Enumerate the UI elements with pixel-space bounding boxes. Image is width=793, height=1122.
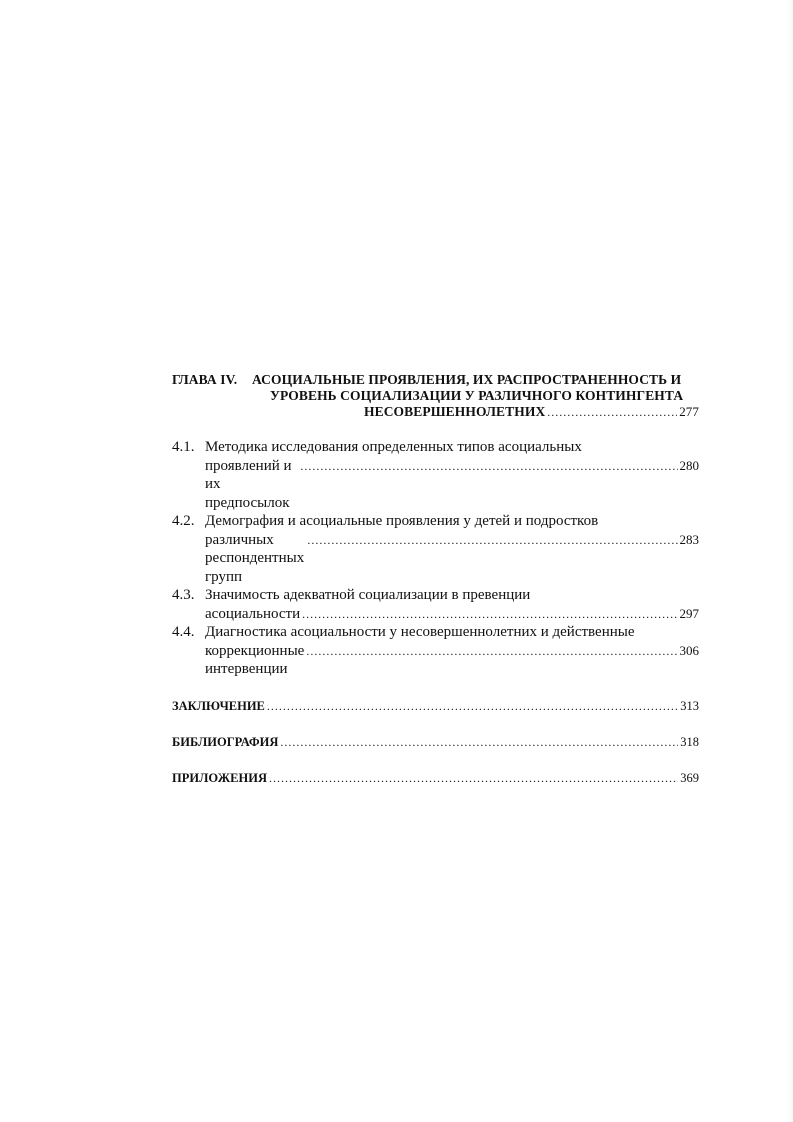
dot-leader [300,457,677,476]
final-entries [172,699,699,785]
dot-leader [267,699,678,713]
entry-page-number: 318 [680,734,699,749]
dot-leader [307,531,677,550]
entry-title: ЗАКЛЮЧЕНИЕ [172,698,265,713]
section-title-line-2: асоциальности [205,605,301,622]
section-list [172,438,699,679]
chapter-label: ГЛАВА IV. [172,372,238,387]
dot-leader [280,735,678,749]
chapter-entry [172,372,699,420]
toc-section-entry [172,586,699,623]
section-number: 4.2. [172,513,195,529]
dot-leader [302,605,677,624]
section-page-number: 297 [679,605,699,621]
toc-section-entry [172,623,699,679]
chapter-page-number: 277 [679,404,699,419]
table-of-contents [172,372,699,807]
chapter-title-line-3: НЕСОВЕРШЕННОЛЕТНИХ [364,404,546,419]
section-title-line-2: проявлений и их предпосылок [205,457,292,511]
toc-final-entry [172,771,699,785]
entry-page-number: 313 [680,698,699,713]
section-number: 4.4. [172,624,195,640]
section-title-line-1: Методика исследования определенных типов асоциальных [205,439,582,455]
scan-edge-shadow [787,0,793,1122]
dot-leader [269,771,678,785]
toc-section-entry [172,438,699,512]
dot-leader [547,404,677,420]
entry-title: ПРИЛОЖЕНИЯ [172,770,267,785]
section-title-line-1: Значимость адекватной социализации в превенции [205,587,531,603]
section-title-line-2: различных респондентных групп [205,531,305,585]
section-number: 4.3. [172,587,195,603]
section-title-line-1: Диагностика асоциальности у несовершеннолетних и действенные [205,624,635,640]
section-number: 4.1. [172,439,195,455]
section-page-number: 283 [679,531,699,547]
entry-page-number: 369 [680,770,699,785]
dot-leader [306,642,677,661]
chapter-title-line-1: АСОЦИАЛЬНЫЕ ПРОЯВЛЕНИЯ, ИХ РАСПРОСТРАНЕННОСТЬ И [252,372,682,387]
toc-final-entry [172,735,699,749]
chapter-title-line-2: УРОВЕНЬ СОЦИАЛИЗАЦИИ У РАЗЛИЧНОГО КОНТИНГЕНТА [270,388,684,403]
section-page-number: 280 [679,457,699,473]
entry-title: БИБЛИОГРАФИЯ [172,734,279,749]
section-page-number: 306 [679,642,699,658]
section-title-line-2: коррекционные интервенции [205,642,305,677]
toc-section-entry [172,512,699,586]
toc-final-entry [172,699,699,713]
section-title-line-1: Демография и асоциальные проявления у детей и подростков [205,513,599,529]
